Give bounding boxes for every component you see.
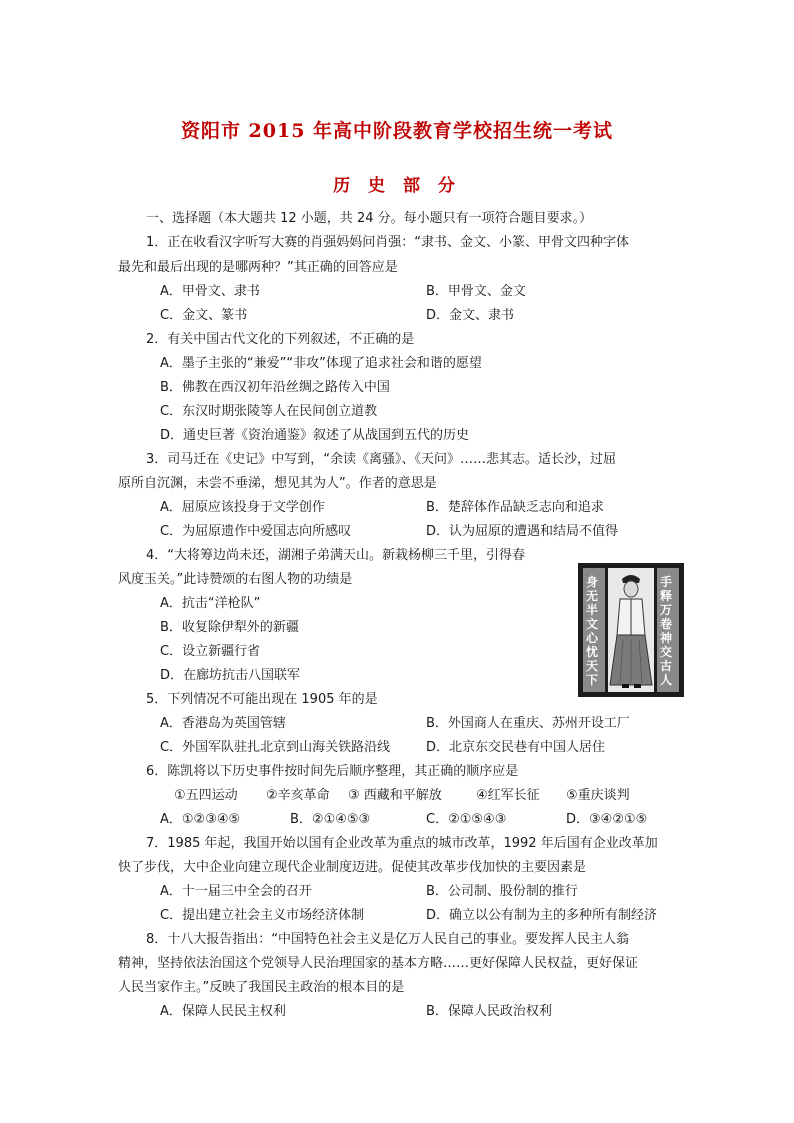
q6-option-d: D．③④②①⑤ [566,812,648,827]
q6-item-5: ⑤重庆谈判 [566,788,630,803]
q7-option-d: D．确立以公有制为主的多种所有制经济 [426,908,658,923]
q7-stem-line2: 快了步伐，大中企业向建立现代企业制度迈进。促使其改革步伐加快的主要因素是 [118,860,587,875]
q6-item-4: ④红军长征 [476,788,540,803]
portrait-image [578,563,684,697]
q3-stem-line1: 3．司马迁在《史记》中写到，“余读《离骚》、《天问》……悲其志。适长沙，过屈 [146,452,617,467]
q2-stem: 2．有关中国古代文化的下列叙述，不正确的是 [146,332,415,347]
q7-option-a: A．十一届三中全会的召开 [160,884,312,899]
q6-item-1: ①五四运动 [174,788,238,803]
q4-option-d: D．在廊坊抗击八国联军 [160,668,301,683]
q8-stem-line2: 精神，坚持依法治国这个党领导人民治理国家的基本方略……更好保障人民权益，更好保证 [118,956,639,971]
q8-option-b: B．保障人民政治权利 [426,1004,552,1019]
q1-option-d: D．金文、隶书 [426,308,515,323]
q2-option-b: B．佛教在西汉初年沿丝绸之路传入中国 [160,380,390,395]
exam-title: 资阳市 2015 年高中阶段教育学校招生统一考试 [180,120,614,142]
q6-option-b: B．②①④⑤③ [290,812,371,827]
q3-option-d: D．认为屈原的遭遇和结局不值得 [426,524,619,539]
q1-option-c: C．金文、篆书 [160,308,248,323]
q2-option-c: C．东汉时期张陵等人在民间创立道教 [160,404,378,419]
q5-option-d: D．北京东交民巷有中国人居住 [426,740,606,755]
q5-stem: 5．下列情况不可能出现在 1905 年的是 [146,692,378,707]
q5-option-a: A．香港岛为英国管辖 [160,716,286,731]
section-title: 历 史 部 分 [333,176,461,196]
q3-option-a: A．屈原应该投身于文学创作 [160,500,325,515]
q6-item-3: ③ 西藏和平解放 [348,788,442,803]
q2-option-d: D．通史巨著《资治通鉴》叙述了从战国到五代的历史 [160,428,470,443]
q4-option-b: B．收复除伊犁外的新疆 [160,620,299,635]
q7-option-c: C．提出建立社会主义市场经济体制 [160,908,365,923]
q3-option-b: B．楚辞体作品缺乏志向和追求 [426,500,604,515]
q4-stem-line2: 风度玉关。”此诗赞颂的右图人物的功绩是 [118,572,353,587]
portrait-couplet-left: 身无半文 心忧天下 [586,575,599,687]
q6-item-2: ②辛亥革命 [266,788,330,803]
q7-stem-line1: 7．1985 年起，我国开始以国有企业改革为重点的城市改革，1992 年后国有企业改革加 [146,836,658,851]
q5-option-b: B．外国商人在重庆、苏州开设工厂 [426,716,630,731]
q7-option-b: B．公司制、股份制的推行 [426,884,578,899]
q8-stem-line3: 人民当家作主。”反映了我国民主政治的根本目的是 [118,980,405,995]
q5-option-c: C．外国军队驻扎北京到山海关铁路沿线 [160,740,391,755]
q1-stem-line2: 最先和最后出现的是哪两种？”其正确的回答应是 [118,260,398,275]
q6-option-a: A．①②③④⑤ [160,812,241,827]
q8-option-a: A．保障人民民主权利 [160,1004,286,1019]
q3-option-c: C．为屈原遗作中爱国志向所感叹 [160,524,352,539]
portrait-couplet-right: 手释万卷 神交古人 [660,575,673,687]
section-heading: 一、选择题（本大题共 12 小题，共 24 分。每小题只有一项符合题目要求。） [146,211,593,226]
q6-option-c: C．②①⑤④③ [426,812,507,827]
q8-stem-line1: 8．十八大报告指出：“中国特色社会主义是亿万人民自己的事业。要发挥人民主人翁 [146,932,630,947]
q1-option-b: B．甲骨文、金文 [426,284,526,299]
q1-option-a: A．甲骨文、隶书 [160,284,260,299]
q2-option-a: A．墨子主张的“兼爱”“非攻”体现了追求社会和谐的愿望 [160,356,482,371]
q3-stem-line2: 原所自沉渊，未尝不垂涕，想见其为人”。作者的意思是 [118,476,437,491]
q6-stem: 6．陈凯将以下历史事件按时间先后顺序整理，其正确的顺序应是 [146,764,519,779]
q4-option-c: C．设立新疆行省 [160,644,261,659]
q4-option-a: A．抗击“洋枪队” [160,596,261,611]
q4-stem-line1: 4．“大将筹边尚未还，湖湘子弟满天山。新栽杨柳三千里，引得春 [146,548,526,563]
q1-stem-line1: 1．正在收看汉字听写大赛的肖强妈妈问肖强：“隶书、金文、小篆、甲骨文四种字体 [146,235,630,250]
